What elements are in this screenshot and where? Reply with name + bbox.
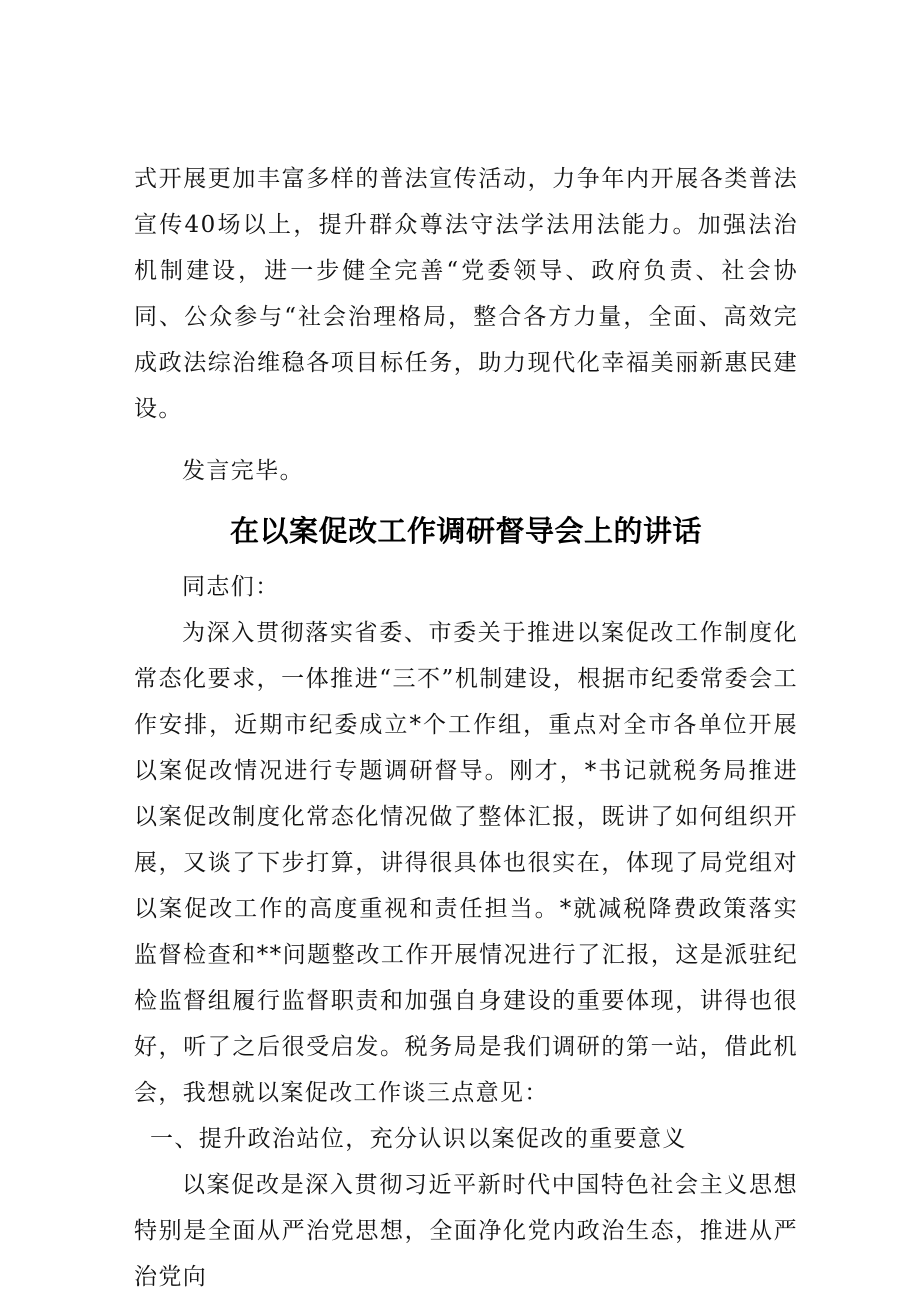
continued-paragraph: 式开展更加丰富多样的普法宣传活动，力争年内开展各类普法宣传40场以上，提升群众尊法守法学法用法能力。加强法治机制建设，进一步健全完善“党委领导、政府负责、社会协同、公众参与“社会治理格局，整合各方力量，全面、高效完成政法综治维稳各项目标任务，助力现代化幸福美丽新惠民建设。 (134, 166, 798, 422)
section-heading-1: 一、提升政治站位，充分认识以案促改的重要意义 (150, 1126, 687, 1152)
document-body (134, 156, 798, 1300)
speech-title: 在以案促改工作调研督导会上的讲话 (229, 514, 702, 548)
intro-paragraph: 为深入贯彻落实省委、市委关于推进以案促改工作制度化常态化要求，一体推进“三不”机制建设，根据市纪委常委会工作安排，近期市纪委成立*个工作组，重点对全市各单位开展以案促改情况进行专题调研督导。刚才，*书记就税务局推进以案促改制度化常态化情况做了整体汇报，既讲了如何组织开展，又谈了下步打算，讲得很具体也很实在，体现了局党组对以案促改工作的高度重视和责任担当。*就减税降费政策落实监督检查和**问题整改工作开展情况进行了汇报，这是派驻纪检监督组履行监督职责和加强自身建设的重要体现，讲得也很好，听了之后很受启发。税务局是我们调研的第一站，借此机会，我想就以案促改工作谈三点意见： (134, 620, 798, 1106)
section-paragraph-1: 以案促改是深入贯彻习近平新时代中国特色社会主义思想特别是全面从严治党思想，全面净化党内政治生态，推进从严治党向 (134, 1172, 798, 1290)
closing-remark: 发言完毕。 (182, 458, 304, 484)
salutation: 同志们： (182, 574, 280, 600)
